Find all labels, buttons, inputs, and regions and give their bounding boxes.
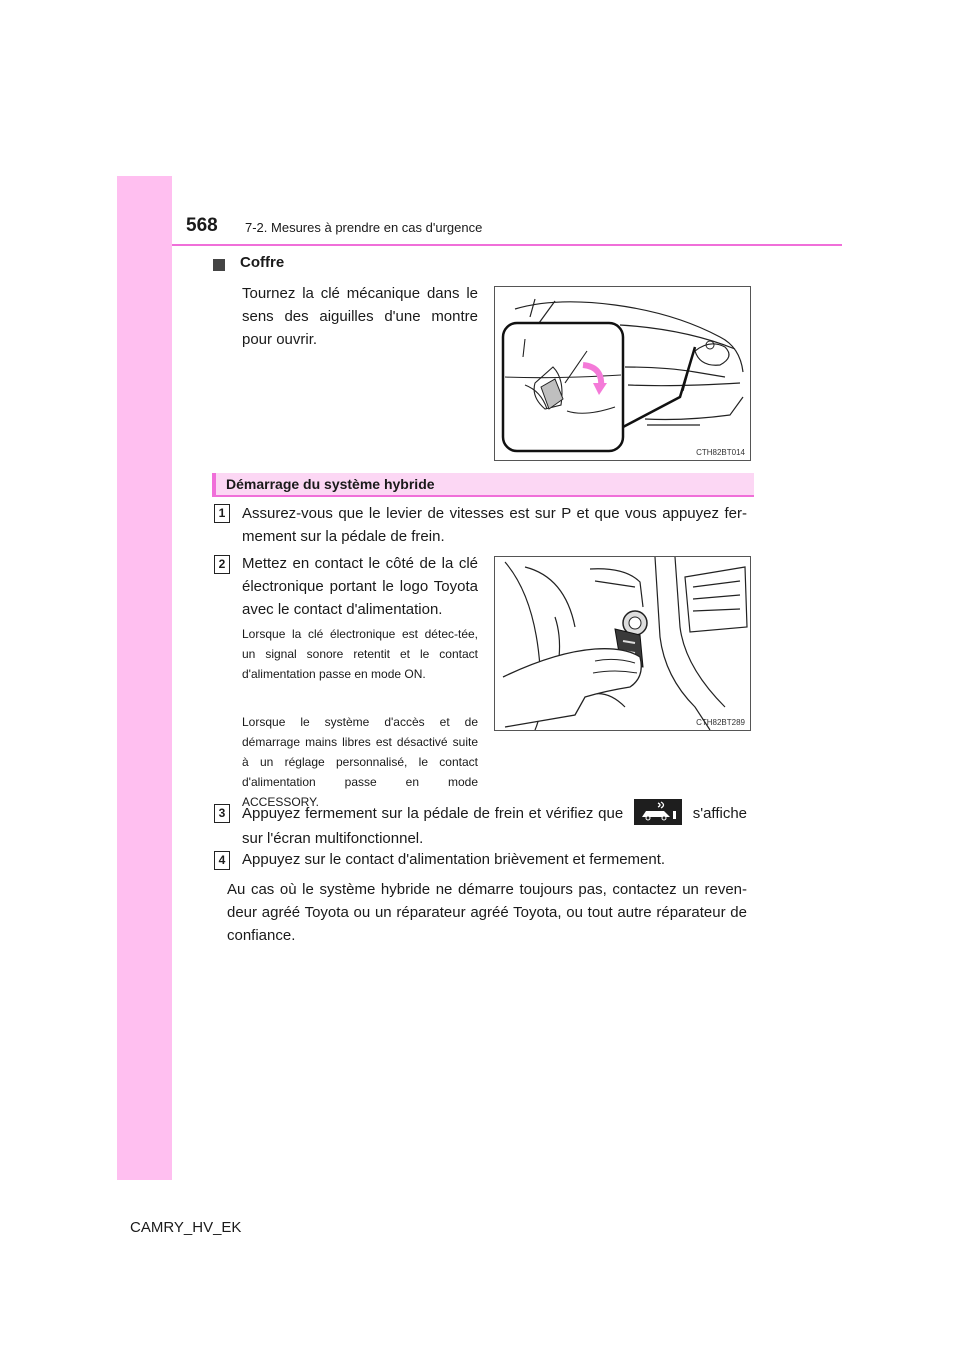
chapter-title: 7-2. Mesures à prendre en cas d'urgence — [245, 220, 483, 235]
step-3-text — [242, 801, 747, 850]
trunk-text: Tournez la clé mécanique dans le sens des aiguilles d'une montre pour ouvrir. — [242, 285, 478, 348]
step-1-text: Assurez-vous que le levier de vitesses est sur P et que vous appuyez fer-mement sur la pédale de frein. — [242, 505, 747, 545]
step-2-note-1: Lorsque la clé électronique est détec-tée, un signal sonore retentit et le contact d'alimentation passe en mode ON. — [242, 627, 478, 681]
step-2-note-2: Lorsque le système d'accès et de démarrage mains libres est désactivé suite à un réglage personnalisé, le contact d'alimentation passe en mode ACCESSORY. — [242, 715, 478, 809]
ready-indicator-icon — [634, 799, 682, 825]
car-ready-icon — [634, 799, 682, 825]
step-number-2: 2 — [214, 555, 230, 574]
figure-code: CTH82BT014 — [696, 448, 745, 457]
trunk-heading: Coffre — [240, 254, 285, 271]
section-title: Démarrage du système hybride — [226, 476, 435, 492]
figure-code: CTH82BT289 — [696, 718, 745, 727]
side-band — [117, 176, 172, 1180]
square-bullet-icon — [213, 259, 225, 271]
step-number-4: 4 — [214, 851, 230, 870]
power-switch-figure — [494, 556, 751, 731]
header-rule — [172, 244, 842, 246]
trunk-figure — [494, 286, 751, 461]
step-number-3: 3 — [214, 804, 230, 823]
trunk-illustration — [495, 287, 750, 460]
step-3-text-after: s'affiche sur l'écran multifonctionnel. — [242, 804, 748, 847]
step-3-text-before: Appuyez fermement sur la pédale de frein et vérifiez que — [242, 804, 624, 822]
step-4-text: Appuyez sur le contact d'alimentation brièvement et fermement. — [242, 851, 666, 868]
power-switch-illustration — [495, 557, 750, 730]
closing-paragraph: Au cas où le système hybride ne démarre toujours pas, contactez un reven-deur agréé Toyota ou un réparateur agréé Toyota, ou tout autre réparateur de confiance. — [227, 881, 747, 944]
page-number: 568 — [186, 215, 218, 236]
step-2-text: Mettez en contact le côté de la clé électronique portant le logo Toyota avec le contact d'alimentation. — [242, 555, 478, 618]
step-number-1: 1 — [214, 504, 230, 523]
section-bar — [212, 473, 754, 497]
footer-model-code: CAMRY_HV_EK — [130, 1219, 242, 1236]
